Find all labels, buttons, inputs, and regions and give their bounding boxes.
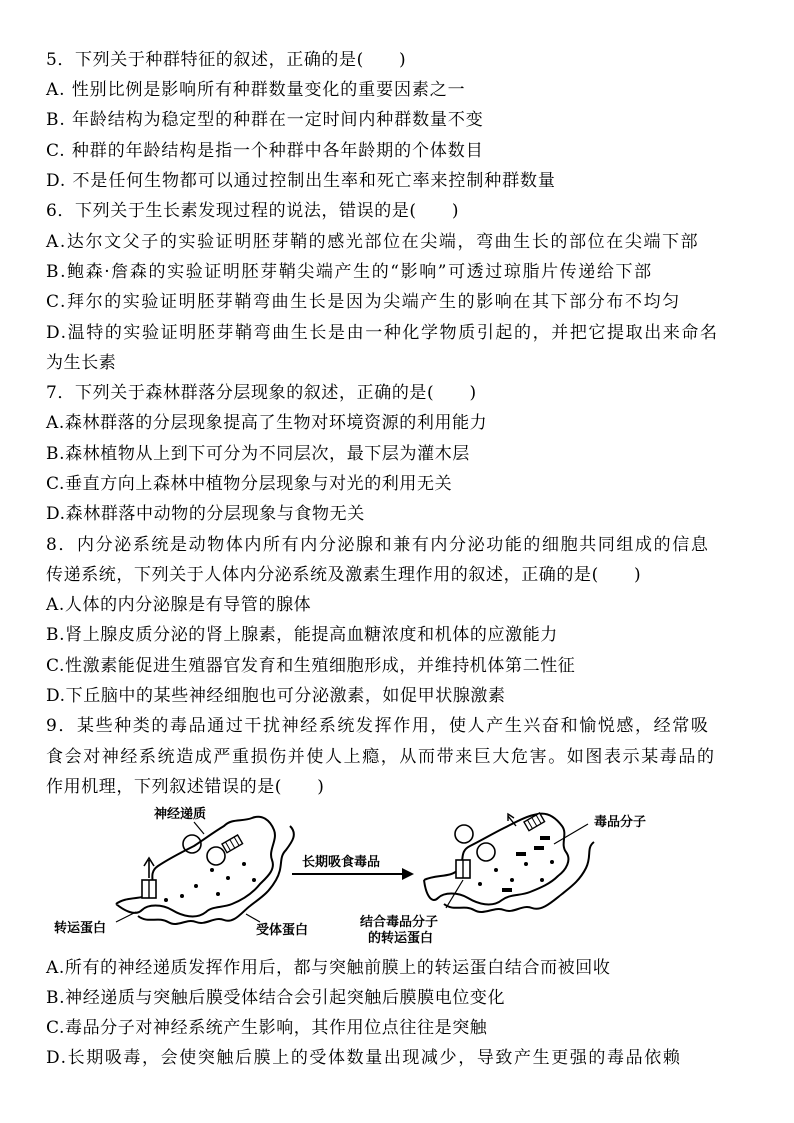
drug-molecule bbox=[540, 836, 550, 840]
drug-molecule bbox=[534, 846, 544, 850]
question-6-option-b: B.鲍森·詹森的实验证明胚芽鞘尖端产生的“影响”可透过琼脂片传递给下部 bbox=[46, 262, 653, 282]
question-9-stem-line-3: 作用机理，下列叙述错误的是( ) bbox=[46, 777, 325, 797]
question-9-stem-line-1: 9．某些种类的毒品通过干扰神经系统发挥作用，使人产生兴奋和愉悦感，经常吸 bbox=[46, 716, 710, 736]
postsynaptic-membrane-left bbox=[138, 826, 294, 924]
question-9-option-b: B.神经递质与突触后膜受体结合会引起突触后膜膜电位变化 bbox=[46, 988, 506, 1008]
vesicle bbox=[477, 843, 495, 861]
label-bound-transporter-line-2: 的转运蛋白 bbox=[368, 931, 434, 946]
drug-molecule bbox=[516, 852, 526, 856]
question-7-option-d: D.森林群落中动物的分层现象与食物无关 bbox=[46, 504, 365, 524]
question-6-option-d: D.温特的实验证明胚芽鞘弯曲生长是由一种化学物质引起的，并把它提取出来命名 bbox=[46, 323, 719, 343]
presynaptic-membrane-left bbox=[116, 817, 275, 917]
question-9-stem-line-2: 食会对神经系统造成严重损伤并使人上瘾，从而带来巨大危害。如图表示某毒品的 bbox=[46, 747, 716, 767]
label-bound-transporter-line-1: 结合毒品分子 bbox=[360, 915, 439, 930]
vesicle bbox=[455, 825, 473, 843]
question-9-option-c: C.毒品分子对神经系统产生影响，其作用位点往往是突触 bbox=[46, 1018, 488, 1038]
label-drug-molecule: 毒品分子 bbox=[594, 815, 647, 830]
receptor-protein-right bbox=[524, 813, 545, 831]
question-7-option-c: C.垂直方向上森林中植物分层现象与对光的利用无关 bbox=[46, 474, 453, 494]
question-5-option-a: A. 性别比例是影响所有种群数量变化的重要因素之一 bbox=[46, 80, 466, 100]
question-7-option-a: A.森林群落的分层现象提高了生物对环境资源的利用能力 bbox=[46, 413, 488, 433]
question-6-option-a: A.达尔文父子的实验证明胚芽鞘的感光部位在尖端，弯曲生长的部位在尖端下部 bbox=[46, 232, 700, 252]
question-8-option-b: B.肾上腺皮质分泌的肾上腺素，能提高血糖浓度和机体的应激能力 bbox=[46, 625, 558, 645]
synapse-drug-figure bbox=[46, 804, 766, 954]
drug-molecule bbox=[502, 888, 512, 892]
question-7-stem: 7．下列关于森林群落分层现象的叙述，正确的是( ) bbox=[46, 383, 477, 403]
question-8-option-a: A.人体的内分泌腺是有导管的腺体 bbox=[46, 595, 312, 615]
question-8-option-c: C.性激素能促进生殖器官发育和生殖细胞形成，并维持机体第二性征 bbox=[46, 656, 576, 676]
label-long-term-drug-use: 长期吸食毒品 bbox=[302, 855, 381, 870]
presynaptic-membrane-right bbox=[424, 814, 568, 905]
question-9-option-a: A.所有的神经递质发挥作用后，都与突触前膜上的转运蛋白结合而被回收 bbox=[46, 958, 611, 978]
question-8-option-d: D.下丘脑中的某些神经细胞也可分泌激素，如促甲状腺激素 bbox=[46, 686, 506, 706]
vesicle bbox=[207, 847, 225, 865]
question-8-stem-line-1: 8．内分泌系统是动物体内所有内分泌腺和兼有内分泌功能的细胞共同组成的信息 bbox=[46, 535, 710, 555]
question-8-stem-line-2: 传递系统，下列关于人体内分泌系统及激素生理作用的叙述，正确的是( ) bbox=[46, 565, 642, 585]
question-6-option-c: C.拜尔的实验证明胚芽鞘弯曲生长是因为尖端产生的影响在其下部分布不均匀 bbox=[46, 292, 681, 312]
arrow-right-icon bbox=[402, 868, 414, 880]
question-5-option-b: B. 年龄结构为稳定型的种群在一定时间内种群数量不变 bbox=[46, 110, 484, 130]
question-5-option-c: C. 种群的年龄结构是指一个种群中各年龄期的个体数目 bbox=[46, 141, 484, 161]
label-transporter-protein: 转运蛋白 bbox=[54, 921, 107, 936]
question-5-option-d: D. 不是任何生物都可以通过控制出生率和死亡率来控制种群数量 bbox=[46, 171, 556, 191]
question-6-stem: 6．下列关于生长素发现过程的说法，错误的是( ) bbox=[46, 201, 460, 221]
question-7-option-b: B.森林植物从上到下可分为不同层次，最下层为灌木层 bbox=[46, 444, 470, 464]
label-neurotransmitter: 神经递质 bbox=[154, 807, 207, 822]
question-6-option-d-continued: 为生长素 bbox=[46, 353, 117, 373]
label-receptor-protein: 受体蛋白 bbox=[256, 923, 309, 938]
question-9-option-d: D.长期吸毒，会使突触后膜上的受体数量出现减少，导致产生更强的毒品依赖 bbox=[46, 1048, 682, 1068]
receptor-protein-left bbox=[222, 835, 243, 853]
question-5-stem: 5．下列关于种群特征的叙述，正确的是( ) bbox=[46, 50, 407, 70]
